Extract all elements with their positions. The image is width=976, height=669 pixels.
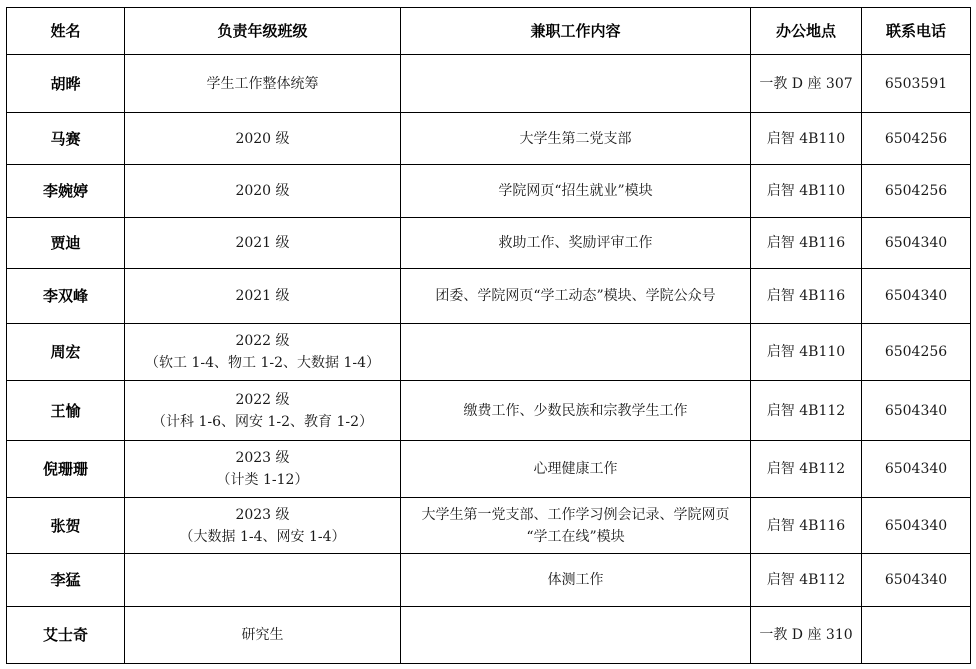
grade-cell <box>125 324 401 381</box>
name-cell: 倪珊珊 <box>7 441 125 498</box>
name-cell: 胡晔 <box>7 55 125 113</box>
duty-cell <box>401 165 751 218</box>
name-cell: 贾迪 <box>7 218 125 269</box>
duty-cell <box>401 607 751 664</box>
office-cell: 启智 4B116 <box>751 218 862 269</box>
grade-line: 2022 级 <box>235 391 290 408</box>
name-cell: 艾士奇 <box>7 607 125 664</box>
table-row <box>7 607 971 664</box>
table-row <box>7 498 971 554</box>
duty-cell <box>401 218 751 269</box>
office-cell: 启智 4B110 <box>751 324 862 381</box>
duty-cell <box>401 554 751 607</box>
duty-line: 大学生第一党支部、工作学习例会记录、学院网页 <box>421 506 730 523</box>
grade-line: 2023 级 <box>235 506 290 523</box>
office-cell: 启智 4B112 <box>751 441 862 498</box>
name-cell: 王愉 <box>7 381 125 441</box>
grade-line: 2020 级 <box>235 130 290 147</box>
name-cell: 马赛 <box>7 113 125 165</box>
header-row <box>7 8 971 55</box>
name-cell: 周宏 <box>7 324 125 381</box>
grade-line: 2021 级 <box>235 288 290 304</box>
phone-cell: 6504340 <box>862 441 971 498</box>
staff-table <box>6 7 971 664</box>
duty-cell <box>401 55 751 113</box>
phone-cell: 6504340 <box>862 554 971 607</box>
table-body <box>7 55 971 664</box>
header-phone: 联系电话 <box>862 8 971 55</box>
grade-cell <box>125 55 401 113</box>
phone-cell: 6504340 <box>862 269 971 324</box>
grade-line: 2021 级 <box>235 235 290 251</box>
phone-cell: 6503591 <box>862 55 971 113</box>
header-grade: 负责年级班级 <box>125 8 401 55</box>
name-cell: 李猛 <box>7 554 125 607</box>
duty-line: 救助工作、奖励评审工作 <box>498 235 653 251</box>
header-duty: 兼职工作内容 <box>401 8 751 55</box>
name-cell: 李婉婷 <box>7 165 125 218</box>
header-name: 姓名 <box>7 8 125 55</box>
grade-cell <box>125 218 401 269</box>
grade-cell <box>125 165 401 218</box>
duty-line: 缴费工作、少数民族和宗教学生工作 <box>463 402 688 419</box>
grade-cell <box>125 441 401 498</box>
duty-line: “学工在线”模块 <box>526 528 625 545</box>
phone-cell: 6504256 <box>862 113 971 165</box>
table-row <box>7 554 971 607</box>
phone-cell: 6504256 <box>862 324 971 381</box>
phone-cell: 6504340 <box>862 381 971 441</box>
grade-cell <box>125 498 401 554</box>
grade-line: （计科 1-6、网安 1-2、教育 1-2） <box>152 413 373 430</box>
duty-cell <box>401 441 751 498</box>
grade-line: 2020 级 <box>235 183 290 199</box>
duty-line: 学院网页“招生就业”模块 <box>498 183 653 199</box>
grade-cell <box>125 269 401 324</box>
grade-line: （软工 1-4、物工 1-2、大数据 1-4） <box>145 355 380 371</box>
office-cell: 一教 D 座 310 <box>751 607 862 664</box>
name-cell: 张贺 <box>7 498 125 554</box>
grade-line: 2022 级 <box>235 333 290 349</box>
name-cell: 李双峰 <box>7 269 125 324</box>
table-row <box>7 113 971 165</box>
phone-cell: 6504340 <box>862 218 971 269</box>
office-cell: 启智 4B116 <box>751 498 862 554</box>
table-row <box>7 218 971 269</box>
phone-cell: 6504340 <box>862 498 971 554</box>
table-row <box>7 55 971 113</box>
grade-line: 研究生 <box>241 627 284 643</box>
header-office: 办公地点 <box>751 8 862 55</box>
grade-cell <box>125 607 401 664</box>
grade-cell <box>125 113 401 165</box>
duty-cell <box>401 113 751 165</box>
grade-line: （计类 1-12） <box>216 472 309 488</box>
duty-line: 体测工作 <box>547 572 604 588</box>
duty-line: 团委、学院网页“学工动态”模块、学院公众号 <box>435 288 716 304</box>
office-cell: 启智 4B112 <box>751 381 862 441</box>
grade-line: 学生工作整体统筹 <box>206 75 319 92</box>
grade-line: （大数据 1-4、网安 1-4） <box>179 528 346 545</box>
grade-cell <box>125 381 401 441</box>
office-cell: 启智 4B116 <box>751 269 862 324</box>
office-cell: 启智 4B110 <box>751 113 862 165</box>
office-cell: 启智 4B112 <box>751 554 862 607</box>
phone-cell: 6504256 <box>862 165 971 218</box>
table-row <box>7 441 971 498</box>
table-row <box>7 165 971 218</box>
duty-cell <box>401 498 751 554</box>
duty-cell <box>401 381 751 441</box>
office-cell: 一教 D 座 307 <box>751 55 862 113</box>
office-cell: 启智 4B110 <box>751 165 862 218</box>
grade-line: 2023 级 <box>235 450 290 466</box>
duty-line: 心理健康工作 <box>533 461 618 477</box>
table-row <box>7 324 971 381</box>
phone-cell <box>862 607 971 664</box>
duty-line: 大学生第二党支部 <box>519 130 632 147</box>
grade-cell <box>125 554 401 607</box>
table-row <box>7 269 971 324</box>
table-row <box>7 381 971 441</box>
duty-cell <box>401 269 751 324</box>
duty-cell <box>401 324 751 381</box>
